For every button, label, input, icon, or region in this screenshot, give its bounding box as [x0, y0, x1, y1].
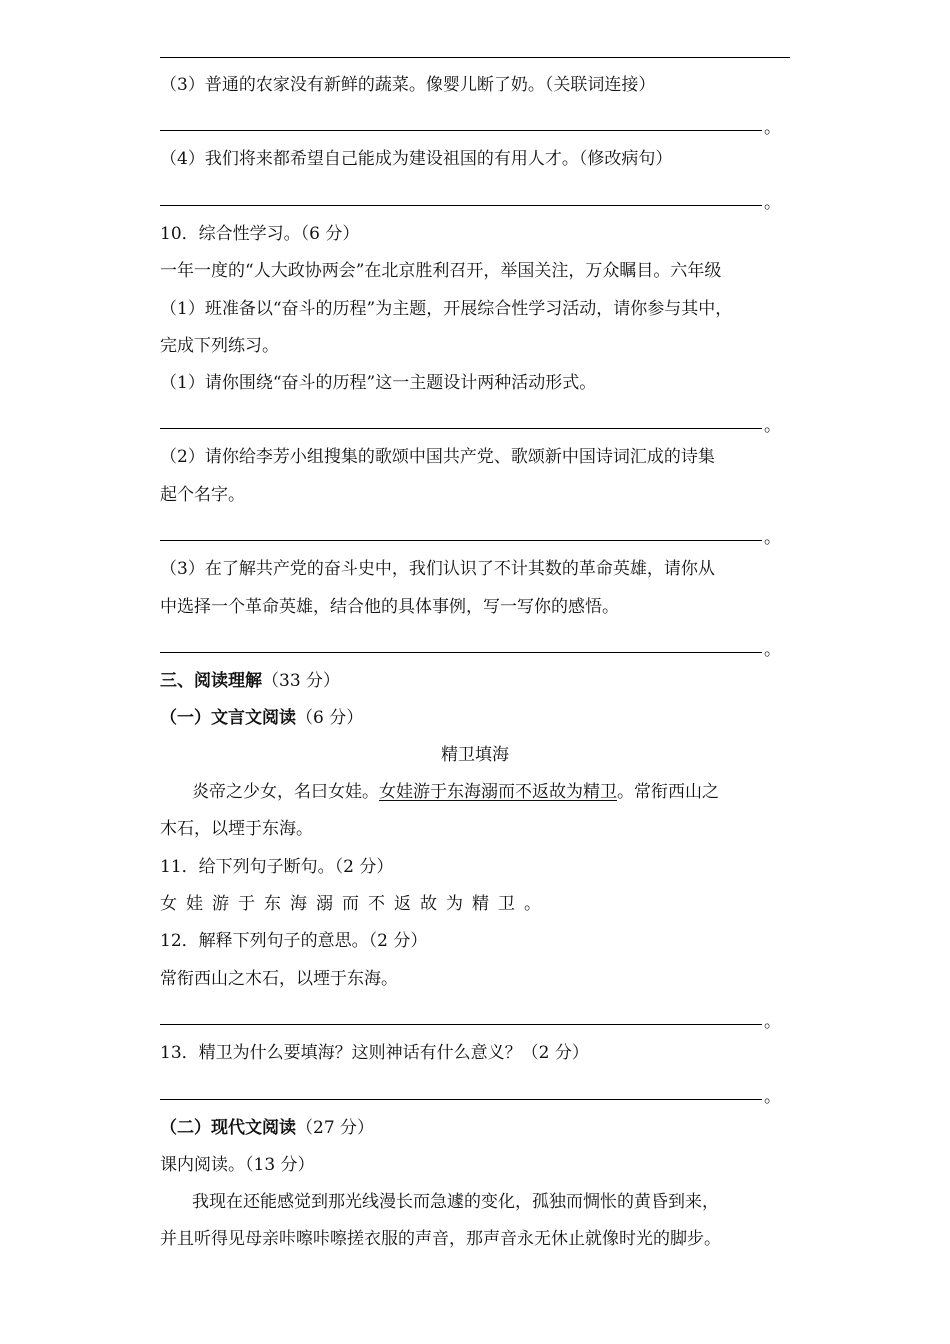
q9-item-3: （3）普通的农家没有新鲜的蔬菜。像婴儿断了奶。（关联词连接） [160, 75, 656, 95]
answer-period: 。 [764, 528, 781, 548]
q11-text: 女娃游于东海溺而不返故为精卫。 [160, 894, 550, 914]
answer-period: 。 [764, 1087, 781, 1107]
q10-intro-line-3: 完成下列练习。 [160, 336, 279, 356]
modern-passage-line-2: 并且听得见母亲咔嚓咔嚓搓衣服的声音，那声音永无休止就像时光的脚步。 [160, 1229, 721, 1249]
answer-period: 。 [764, 193, 781, 213]
answer-period: 。 [764, 416, 781, 436]
answer-line-q10-1[interactable] [160, 428, 762, 429]
q10-sub-2-line-2: 起个名字。 [160, 485, 245, 505]
answer-line-q9-4[interactable] [160, 205, 762, 206]
header-rule [160, 57, 790, 58]
q10-sub-3-line-1: （3）在了解共产党的奋斗史中，我们认识了不计其数的革命英雄，请你从 [160, 559, 715, 579]
classical-passage-line-2: 木石，以堙于东海。 [160, 819, 313, 839]
q11-prompt: 11．给下列句子断句。（2 分） [160, 857, 394, 877]
answer-line-q10-2[interactable] [160, 540, 762, 541]
section-3-heading: 三、阅读理解（33 分） [160, 671, 341, 691]
q12-text: 常衔西山之木石，以堙于东海。 [160, 969, 398, 989]
q12-prompt: 12．解释下列句子的意思。（2 分） [160, 931, 428, 951]
q10-sub-2-line-1: （2）请你给李芳小组搜集的歌颂中国共产党、歌颂新中国诗词汇成的诗集 [160, 447, 715, 467]
modern-passage-line-1: 我现在还能感觉到那光线漫长而急遽的变化，孤独而惆怅的黄昏到来， [192, 1192, 719, 1212]
answer-line-q13[interactable] [160, 1099, 762, 1100]
q10-sub-1: （1）请你围绕“奋斗的历程”这一主题设计两种活动形式。 [160, 373, 597, 393]
classical-passage-line-1: 炎帝之少女，名曰女娃。女娃游于东海溺而不返故为精卫。常衔西山之 [192, 782, 719, 802]
q10-sub-3-line-2: 中选择一个革命英雄，结合他的具体事例，写一写你的感悟。 [160, 597, 619, 617]
answer-period: 。 [764, 1012, 781, 1032]
q13-prompt: 13．精卫为什么要填海？这则神话有什么意义？（2 分） [160, 1043, 589, 1063]
passage-title: 精卫填海 [441, 745, 509, 765]
q10-intro-line-2: （1）班准备以“奋斗的历程”为主题，开展综合性学习活动，请你参与其中， [160, 299, 733, 319]
underlined-sentence: 女娃游于东海溺而不返故为精卫 [379, 782, 617, 802]
q10-title: 10．综合性学习。（6 分） [160, 224, 360, 244]
part-2-intro: 课内阅读。（13 分） [160, 1155, 315, 1175]
answer-line-q12[interactable] [160, 1024, 762, 1025]
part-2-heading: （二）现代文阅读（27 分） [160, 1118, 375, 1138]
answer-line-q9-3[interactable] [160, 130, 762, 131]
q10-intro-line-1: 一年一度的“人大政协两会”在北京胜利召开，举国关注，万众瞩目。六年级 [160, 261, 722, 281]
answer-period: 。 [764, 118, 781, 138]
answer-period: 。 [764, 640, 781, 660]
answer-line-q10-3[interactable] [160, 652, 762, 653]
q9-item-4: （4）我们将来都希望自己能成为建设祖国的有用人才。（修改病句） [160, 149, 673, 169]
part-1-heading: （一）文言文阅读（6 分） [160, 708, 364, 728]
